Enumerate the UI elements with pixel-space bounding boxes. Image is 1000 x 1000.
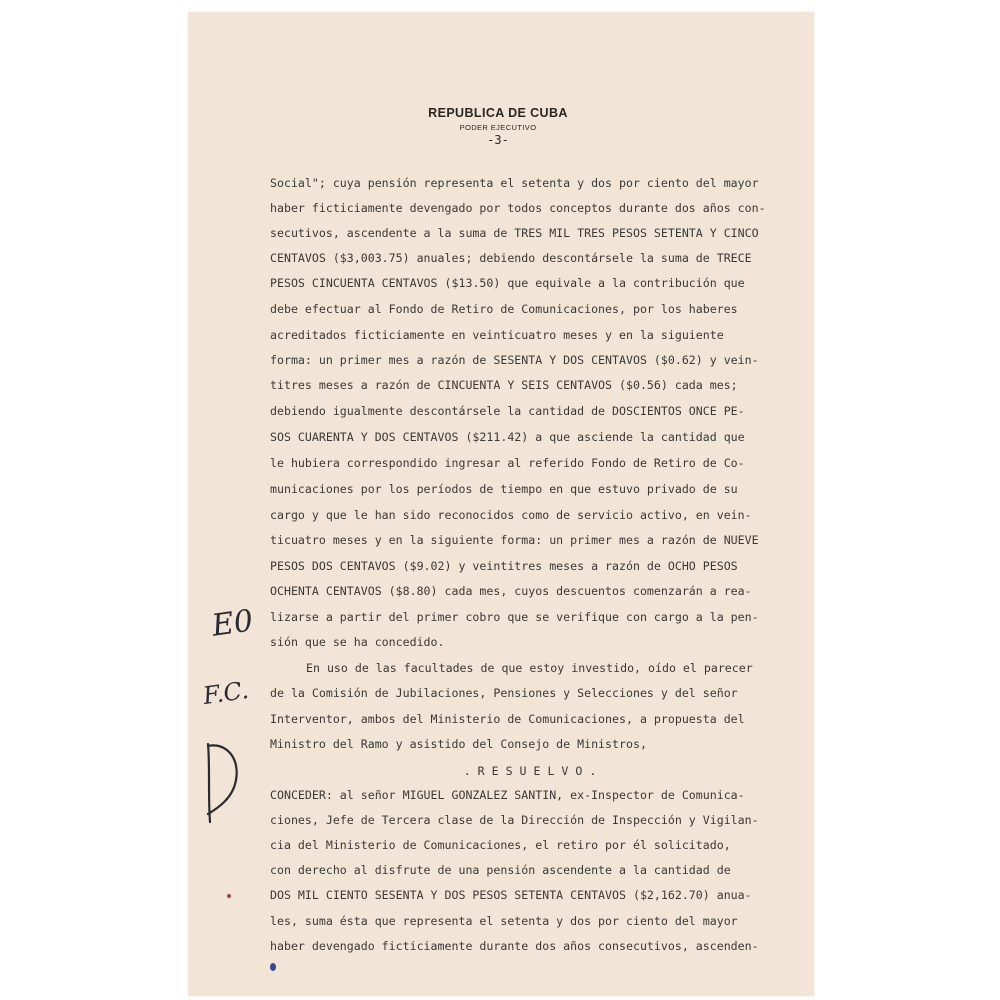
margin-note-initials: E0: [209, 603, 256, 644]
body-line: debe efectuar al Fondo de Retiro de Comunicaciones, por los haberes: [270, 302, 738, 316]
body-line: CENTAVOS ($3,003.75) anuales; debiendo descontársele la suma de TRECE: [270, 251, 752, 265]
body-line: Social"; cuya pensión representa el setenta y dos por ciento del mayor: [270, 176, 759, 190]
body-line: DOS MIL CIENTO SESENTA Y DOS PESOS SETENTA CENTAVOS ($2,162.70) anua-: [270, 888, 752, 902]
ink-spot-icon: [227, 894, 231, 898]
body-line: CONCEDER: al señor MIGUEL GONZALEZ SANTIN, ex-Inspector de Comunica-: [270, 788, 745, 802]
ink-mark-icon: [270, 963, 276, 971]
margin-note-initials-fc: F.C.: [201, 675, 251, 711]
body-line: cia del Ministerio de Comunicaciones, el retiro por él solicitado,: [270, 838, 731, 852]
body-line: les, suma ésta que representa el setenta y dos por ciento del mayor: [270, 914, 738, 928]
body-line: de la Comisión de Jubilaciones, Pensiones y Selecciones y del señor: [270, 686, 738, 700]
body-line: SOS CUARENTA Y DOS CENTAVOS ($211.42) a que asciende la cantidad que: [270, 430, 745, 444]
body-line: haber ficticiamente devengado por todos conceptos durante dos años con-: [270, 201, 766, 215]
body-line: acreditados ficticiamente en veinticuatro meses y en la siguiente: [270, 328, 724, 342]
body-line: ticuatro meses y en la siguiente forma: un primer mes a razón de NUEVE: [270, 533, 759, 547]
body-line: Ministro del Ramo y asistido del Consejo de Ministros,: [270, 737, 647, 751]
body-line: forma: un primer mes a razón de SESENTA Y DOS CENTAVOS ($0.62) y vein-: [270, 353, 759, 367]
body-line: PESOS DOS CENTAVOS ($9.02) y veintitres meses a razón de OCHO PESOS: [270, 559, 738, 573]
body-line: debiendo igualmente descontársele la cantidad de DOSCIENTOS ONCE PE-: [270, 404, 745, 418]
signature-mark-icon: [196, 736, 242, 828]
body-line: secutivos, ascendente a la suma de TRES MIL TRES PESOS SETENTA Y CINCO: [270, 226, 759, 240]
resolution-heading: . R E S U E L V O .: [463, 764, 597, 778]
body-line: lizarse a partir del primer cobro que se verifique con cargo a la pen-: [270, 610, 759, 624]
letterhead-title: REPUBLICA DE CUBA: [428, 106, 568, 120]
body-line: OCHENTA CENTAVOS ($8.80) cada mes, cuyos descuentos comenzarán a rea-: [270, 584, 752, 598]
body-line: cargo y que le han sido reconocidos como de servicio activo, en vein-: [270, 508, 752, 522]
body-line: sión que se ha concedido.: [270, 635, 445, 649]
body-line: le hubiera correspondido ingresar al referido Fondo de Retiro de Co-: [270, 456, 745, 470]
body-line: municaciones por los períodos de tiempo en que estuvo privado de su: [270, 482, 738, 496]
body-line: haber devengado ficticiamente durante dos años consecutivos, ascenden-: [270, 939, 759, 953]
body-line: En uso de las facultades de que estoy investido, oído el parecer: [306, 661, 753, 675]
page-number: -3-: [487, 133, 509, 147]
letterhead: [188, 106, 808, 147]
body-line: titres meses a razón de CINCUENTA Y SEIS CENTAVOS ($0.56) cada mes;: [270, 378, 738, 392]
letterhead-subtitle: PODER EJECUTIVO: [459, 123, 537, 132]
body-line: PESOS CINCUENTA CENTAVOS ($13.50) que equivale a la contribución que: [270, 276, 745, 290]
body-line: ciones, Jefe de Tercera clase de la Dirección de Inspección y Vigilan-: [270, 813, 759, 827]
body-line: con derecho al disfrute de una pensión ascendente a la cantidad de: [270, 863, 731, 877]
body-line: Interventor, ambos del Ministerio de Comunicaciones, a propuesta del: [270, 712, 745, 726]
